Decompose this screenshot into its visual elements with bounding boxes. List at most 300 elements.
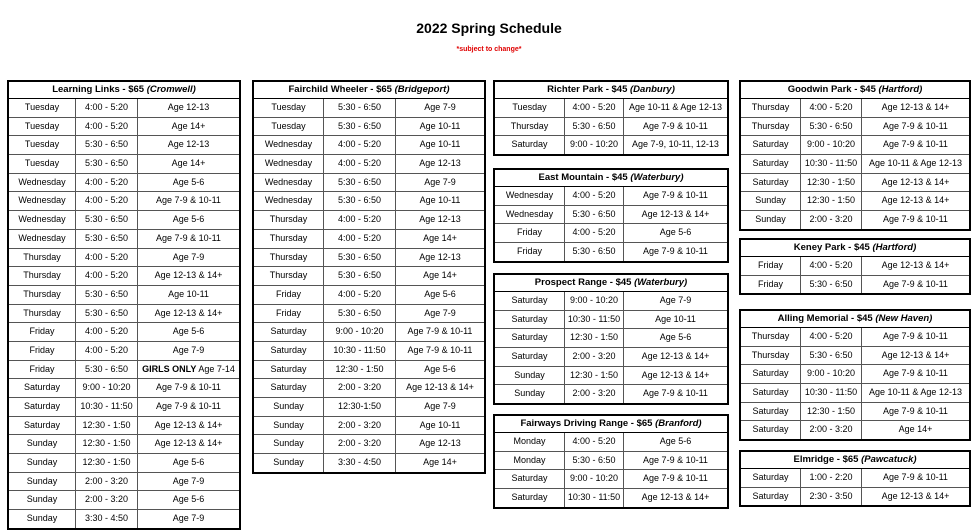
time-cell: 2:00 - 3:20 <box>75 491 137 509</box>
age-label: Age 14+ <box>171 120 206 131</box>
day-cell: Sunday <box>26 457 58 468</box>
table-row <box>9 490 239 509</box>
location-name: Fairways Driving Range - $65 <box>520 418 656 429</box>
location-name: East Mountain - $45 <box>538 172 631 183</box>
age-label: Age 12-13 <box>419 438 461 449</box>
time-cell: 12:30 - 1:50 <box>323 361 395 379</box>
time-cell: 4:00 - 5:20 <box>564 187 623 205</box>
table-row <box>741 173 969 192</box>
table-title <box>741 311 969 328</box>
table-row <box>9 266 239 285</box>
table-title <box>495 170 727 187</box>
table-row <box>9 99 239 117</box>
table-row <box>495 117 727 136</box>
age-cell <box>861 403 969 421</box>
table-row <box>254 191 484 210</box>
age-cell <box>623 367 727 385</box>
day-cell: Saturday <box>752 490 789 501</box>
table-row <box>254 341 484 360</box>
day-cell: Thursday <box>751 102 790 112</box>
age-label: Age 12-13 & 14+ <box>154 419 223 430</box>
day-cell: Thursday <box>510 120 549 131</box>
table-title <box>9 82 239 99</box>
time-cell: 5:30 - 6:50 <box>564 452 623 470</box>
day-cell: Wednesday <box>264 158 313 169</box>
subtitle: *subject to change* <box>456 46 522 53</box>
table-title <box>495 416 727 433</box>
age-label: Age 5-6 <box>659 332 692 343</box>
age-label: Age 7-9 & 10-11 <box>883 214 948 225</box>
time-cell: 12:30 - 1:50 <box>800 174 861 192</box>
day-cell: Saturday <box>752 176 789 187</box>
age-label: Age 7-9, 10-11, 12-13 <box>632 139 719 150</box>
age-label: Age 12-13 & 14+ <box>881 349 950 360</box>
time-cell: 4:00 - 5:20 <box>75 267 137 285</box>
table-row <box>741 383 969 402</box>
table-row <box>741 99 969 117</box>
age-cell <box>861 347 969 365</box>
age-cell <box>623 470 727 488</box>
time-cell: 4:00 - 5:20 <box>75 323 137 341</box>
time-cell: 9:00 - 10:20 <box>564 470 623 488</box>
location-name: Fairchild Wheeler - $65 <box>288 84 395 95</box>
day-cell: Wednesday <box>505 190 554 200</box>
age-label: Age 14+ <box>898 424 933 435</box>
time-cell: 9:00 - 10:20 <box>564 292 623 310</box>
table-row <box>495 488 727 507</box>
day-cell: Saturday <box>752 472 789 482</box>
location-city: (Waterbury) <box>634 277 688 288</box>
age-cell <box>861 469 969 487</box>
age-cell <box>395 361 484 379</box>
table-row <box>741 487 969 506</box>
time-cell: 5:30 - 6:50 <box>800 276 861 294</box>
location-city: (Hartford) <box>872 242 917 253</box>
age-cell <box>395 211 484 229</box>
day-cell: Tuesday <box>271 102 306 112</box>
age-label: Age 10-11 <box>419 195 461 206</box>
age-label: Age 7-9 & 10-11 <box>156 382 221 393</box>
table-row <box>495 433 727 451</box>
age-cell <box>861 328 969 346</box>
day-cell: Thursday <box>269 270 308 281</box>
table-row <box>9 191 239 210</box>
day-cell: Sunday <box>514 369 545 380</box>
day-cell: Friday <box>275 288 301 299</box>
day-cell: Tuesday <box>24 102 60 112</box>
table-row <box>495 310 727 329</box>
day-cell: Tuesday <box>24 158 60 169</box>
time-cell: 1:00 - 2:20 <box>800 469 861 487</box>
day-cell: Saturday <box>270 326 307 337</box>
table-row <box>254 322 484 341</box>
table-row <box>495 469 727 488</box>
day-cell: Thursday <box>269 214 308 225</box>
table-row <box>495 328 727 347</box>
table-title <box>254 82 484 99</box>
schedule-table-fairways-driving-range <box>493 414 729 509</box>
age-cell <box>395 118 484 136</box>
location-city: (Waterbury) <box>630 172 684 183</box>
age-label: Age 7-9 & 10-11 <box>407 344 473 355</box>
day-cell: Sunday <box>26 475 58 486</box>
age-cell <box>395 155 484 173</box>
time-cell: 2:00 - 3:20 <box>564 385 623 403</box>
time-cell: 9:00 - 10:20 <box>800 365 861 383</box>
time-cell: 4:00 - 5:20 <box>323 211 395 229</box>
age-label: Age 12-13 <box>419 158 461 169</box>
table-row <box>254 154 484 173</box>
age-label: Age 7-9 & 10-11 <box>883 472 948 482</box>
age-cell <box>861 155 969 173</box>
time-cell: 2:00 - 3:20 <box>75 473 137 491</box>
day-cell: Saturday <box>270 363 307 374</box>
table-row <box>741 135 969 154</box>
location-city: (Cromwell) <box>146 84 196 95</box>
table-row <box>254 304 484 323</box>
location-city: (Hartford) <box>878 84 923 95</box>
time-cell: 2:00 - 3:20 <box>323 435 395 453</box>
age-cell <box>623 489 727 507</box>
age-cell <box>395 99 484 117</box>
time-cell: 4:00 - 5:20 <box>75 118 137 136</box>
age-label: Age 10-11 <box>419 139 461 150</box>
age-label: Age 7-9 & 10-11 <box>883 405 948 416</box>
location-city: (Pawcatuck) <box>861 454 917 465</box>
age-label: Age 14+ <box>423 232 457 243</box>
time-cell: 5:30 - 6:50 <box>323 118 395 136</box>
age-cell <box>395 192 484 210</box>
time-cell: 12:30 - 1:50 <box>800 192 861 210</box>
age-cell <box>623 99 727 117</box>
age-cell <box>137 192 239 210</box>
age-cell <box>395 454 484 472</box>
table-row <box>254 266 484 285</box>
table-row <box>9 472 239 491</box>
age-label: Age 12-13 & 14+ <box>881 260 950 270</box>
age-cell <box>137 99 239 117</box>
time-cell: 5:30 - 6:50 <box>75 136 137 154</box>
age-label: Age 7-9 & 10-11 <box>156 401 221 411</box>
age-cell <box>137 118 239 136</box>
age-cell <box>395 379 484 397</box>
day-cell: Monday <box>513 454 546 465</box>
time-cell: 2:00 - 3:20 <box>323 379 395 397</box>
table-row <box>495 187 727 205</box>
time-cell: 2:00 - 3:20 <box>564 348 623 366</box>
age-cell <box>137 174 239 192</box>
age-label: Age 14+ <box>171 158 206 169</box>
table-row <box>741 275 969 294</box>
table-row <box>495 242 727 261</box>
time-cell: 5:30 - 6:50 <box>323 305 395 323</box>
time-cell: 10:30 - 11:50 <box>564 489 623 507</box>
day-cell: Thursday <box>269 251 308 262</box>
age-label: Age 7-9 <box>172 344 205 355</box>
age-label: Age 7-9 <box>172 251 205 262</box>
age-cell <box>861 174 969 192</box>
schedule-table-keney-park <box>739 238 971 295</box>
age-label: Age 7-9 <box>424 307 456 318</box>
location-name: Prospect Range - $45 <box>534 277 635 288</box>
time-cell: 12:30 - 1:50 <box>564 329 623 347</box>
day-cell: Saturday <box>752 387 789 398</box>
age-label: Age 12-13 & 14+ <box>641 492 710 503</box>
table-title <box>741 82 969 99</box>
age-label: Age 12-13 <box>419 251 461 262</box>
day-cell: Friday <box>757 260 783 270</box>
age-label: Age 5-6 <box>172 457 205 468</box>
age-label: Age 7-9 & 10-11 <box>156 195 221 206</box>
table-row <box>254 397 484 416</box>
age-label: Age 7-9 & 10-11 <box>407 326 473 337</box>
time-cell: 4:00 - 5:20 <box>564 224 623 242</box>
age-cell <box>137 379 239 397</box>
time-cell: 4:00 - 5:20 <box>323 155 395 173</box>
table-row <box>9 173 239 192</box>
table-row <box>9 135 239 154</box>
day-cell: Saturday <box>511 295 548 305</box>
age-cell <box>395 305 484 323</box>
age-label: Age 12-13 & 14+ <box>881 102 950 112</box>
location-name: Goodwin Park - $45 <box>787 84 879 95</box>
day-cell: Sunday <box>26 513 58 524</box>
age-label: Age 12-13 & 14+ <box>881 490 950 501</box>
location-name: Alling Memorial - $45 <box>777 313 876 324</box>
table-row <box>254 117 484 136</box>
location-city: (Bridgeport) <box>394 84 450 95</box>
table-row <box>254 360 484 379</box>
table-row <box>9 229 239 248</box>
girls-only-label: GIRLS ONLY <box>142 363 197 374</box>
table-row <box>495 292 727 310</box>
day-cell: Saturday <box>752 158 789 169</box>
age-cell <box>137 398 239 416</box>
age-cell <box>137 510 239 528</box>
table-row <box>254 434 484 453</box>
schedule-table-richter-park <box>493 80 729 156</box>
age-cell <box>623 348 727 366</box>
day-cell: Friday <box>29 363 55 374</box>
day-cell: Saturday <box>752 368 789 379</box>
table-title <box>495 275 727 292</box>
age-label: Age 7-9 & 10-11 <box>883 368 948 379</box>
time-cell: 4:00 - 5:20 <box>564 99 623 117</box>
age-label: Age 5-6 <box>172 326 205 337</box>
day-cell: Saturday <box>752 139 789 150</box>
time-cell: 9:00 - 10:20 <box>75 379 137 397</box>
age-label: Age 12-13 & 14+ <box>881 176 950 187</box>
age-cell <box>861 192 969 210</box>
time-cell: 10:30 - 11:50 <box>564 311 623 329</box>
age-cell <box>623 224 727 242</box>
day-cell: Wednesday <box>264 195 313 206</box>
age-cell <box>861 99 969 117</box>
age-label: Age 10-11 <box>655 313 696 324</box>
age-cell <box>395 136 484 154</box>
time-cell: 5:30 - 6:50 <box>564 118 623 136</box>
age-label: Age 14+ <box>423 457 457 468</box>
day-cell: Monday <box>513 436 546 446</box>
age-label: Age 7-9 & 10-11 <box>643 190 708 200</box>
age-label: Age 7-9 <box>172 475 205 486</box>
table-row <box>741 154 969 173</box>
day-cell: Sunday <box>26 438 58 449</box>
day-cell: Friday <box>516 246 542 257</box>
time-cell: 12:30 - 1:50 <box>75 417 137 435</box>
table-row <box>254 453 484 472</box>
schedule-table-elmridge <box>739 450 971 507</box>
day-cell: Thursday <box>23 307 61 318</box>
time-cell: 4:00 - 5:20 <box>75 342 137 360</box>
time-cell: 5:30 - 6:50 <box>323 192 395 210</box>
age-cell <box>395 249 484 267</box>
age-label: Age 12-13 & 14+ <box>641 369 710 380</box>
time-cell: 3:30 - 4:50 <box>75 510 137 528</box>
day-cell: Saturday <box>511 492 548 503</box>
day-cell: Wednesday <box>18 195 66 206</box>
age-cell <box>137 491 239 509</box>
time-cell: 2:00 - 3:20 <box>800 211 861 229</box>
time-cell: 4:00 - 5:20 <box>75 174 137 192</box>
age-label: Age 7-9 & 10-11 <box>883 139 948 150</box>
time-cell: 5:30 - 6:50 <box>564 243 623 261</box>
age-cell <box>137 230 239 248</box>
day-cell: Tuesday <box>512 102 547 112</box>
time-cell: 2:00 - 3:20 <box>800 421 861 439</box>
time-cell: 4:00 - 5:20 <box>800 257 861 275</box>
time-cell: 3:30 - 4:50 <box>323 454 395 472</box>
schedule-table-fairchild-wheeler <box>252 80 486 474</box>
age-label: Age 7-9 <box>172 513 205 524</box>
age-cell <box>137 305 239 323</box>
table-title <box>495 82 727 99</box>
table-row <box>254 99 484 117</box>
table-row <box>9 210 239 229</box>
age-label: Age 12-13 & 14+ <box>641 208 710 219</box>
table-row <box>741 364 969 383</box>
day-cell: Sunday <box>273 401 304 411</box>
time-cell: 4:00 - 5:20 <box>323 286 395 304</box>
time-cell: 12:30 - 1:50 <box>75 454 137 472</box>
day-cell: Saturday <box>270 344 307 355</box>
day-cell: Saturday <box>752 405 789 416</box>
table-row <box>495 223 727 242</box>
table-title <box>741 240 969 257</box>
table-row <box>9 397 239 416</box>
day-cell: Tuesday <box>24 120 60 131</box>
age-label: Age 10-11 <box>419 419 461 430</box>
age-cell <box>861 118 969 136</box>
time-cell: 5:30 - 6:50 <box>323 249 395 267</box>
day-cell: Wednesday <box>505 208 554 219</box>
time-cell: 5:30 - 6:50 <box>800 118 861 136</box>
day-cell: Thursday <box>751 349 790 360</box>
age-cell <box>137 454 239 472</box>
age-cell <box>861 276 969 294</box>
time-cell: 5:30 - 6:50 <box>75 230 137 248</box>
time-cell: 5:30 - 6:50 <box>800 347 861 365</box>
age-cell <box>623 311 727 329</box>
age-cell <box>395 267 484 285</box>
time-cell: 2:00 - 3:20 <box>323 417 395 435</box>
table-row <box>495 366 727 385</box>
day-cell: Thursday <box>23 288 61 299</box>
table-row <box>9 341 239 360</box>
table-row <box>9 322 239 341</box>
table-row <box>741 257 969 275</box>
table-row <box>9 378 239 397</box>
age-label: Age 7-9 <box>659 295 692 305</box>
age-label: Age 7-9 & 10-11 <box>883 331 948 341</box>
table-row <box>495 451 727 470</box>
age-label: Age 7-9 <box>424 102 456 112</box>
day-cell: Thursday <box>23 270 61 281</box>
location-name: Elmridge - $65 <box>793 454 862 465</box>
table-row <box>495 99 727 117</box>
table-row <box>9 304 239 323</box>
age-label: Age 7-9 & 10-11 <box>643 473 708 484</box>
time-cell: 12:30 - 1:50 <box>75 435 137 453</box>
day-cell: Friday <box>29 344 55 355</box>
table-row <box>495 384 727 403</box>
time-cell: 12:30 - 1:50 <box>800 403 861 421</box>
time-cell: 12:30-1:50 <box>323 398 395 416</box>
day-cell: Friday <box>516 227 542 238</box>
time-cell: 10:30 - 11:50 <box>800 155 861 173</box>
time-cell: 4:00 - 5:20 <box>800 328 861 346</box>
location-name: Learning Links - $65 <box>52 84 147 95</box>
table-row <box>9 453 239 472</box>
table-row <box>741 346 969 365</box>
age-label: Age 10-11 & Age 12-13 <box>869 158 962 169</box>
age-label: Age 7-9 & 10-11 <box>643 388 708 399</box>
age-cell <box>137 267 239 285</box>
day-cell: Saturday <box>23 382 61 393</box>
age-cell <box>861 421 969 439</box>
age-label: Age 5-6 <box>172 176 205 187</box>
age-cell <box>623 452 727 470</box>
table-row <box>254 173 484 192</box>
time-cell: 4:00 - 5:20 <box>75 99 137 117</box>
age-label: Age 5-6 <box>659 436 692 446</box>
age-cell <box>395 398 484 416</box>
day-cell: Wednesday <box>18 232 66 243</box>
day-cell: Sunday <box>273 419 304 430</box>
age-label: Age 10-11 <box>168 288 209 299</box>
time-cell: 12:30 - 1:50 <box>564 367 623 385</box>
table-title <box>741 452 969 469</box>
table-row <box>254 248 484 267</box>
table-row <box>9 509 239 528</box>
table-row <box>254 416 484 435</box>
location-name: Keney Park - $45 <box>793 242 873 253</box>
day-cell: Saturday <box>511 313 548 324</box>
day-cell: Wednesday <box>264 176 313 187</box>
age-cell <box>137 155 239 173</box>
schedule-table-goodwin-park <box>739 80 971 231</box>
age-cell <box>137 417 239 435</box>
table-row <box>254 210 484 229</box>
age-label: Age 12-13 & 14+ <box>881 195 950 206</box>
age-label: Age 10-11 & Age 12-13 <box>629 102 722 112</box>
age-cell <box>623 136 727 154</box>
age-label: Age 5-6 <box>172 214 205 225</box>
table-row <box>741 117 969 136</box>
day-cell: Thursday <box>269 232 308 243</box>
time-cell: 5:30 - 6:50 <box>323 99 395 117</box>
table-row <box>741 210 969 229</box>
